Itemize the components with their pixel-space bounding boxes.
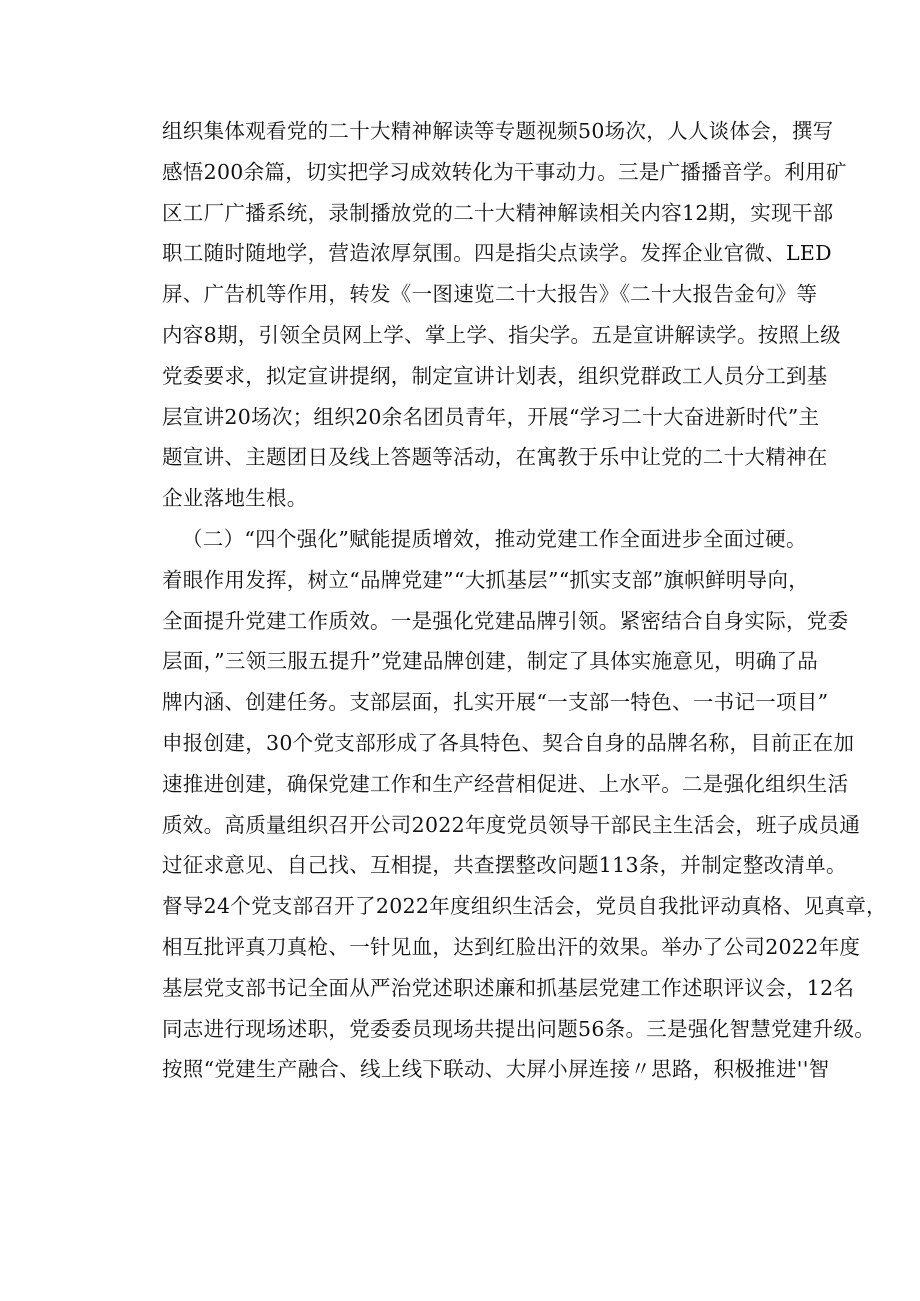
paragraph-1	[162, 111, 847, 519]
text-line: 牌内涵、创建任务。支部层面，扎实开展“一支部一特色、一书记一项目”	[162, 690, 829, 715]
text-line: 全面提升党建工作质效。一是强化党建品牌引领。紧密结合自身实际，党委	[162, 608, 849, 633]
text-line: 着眼作用发挥，树立“品牌党建”“大抓基层”“抓实支部”旗帜鲜明导向，	[162, 567, 810, 592]
text-line: 申报创建，30个党支部形成了各具特色、契合自身的品牌名称，目前正在加	[162, 730, 855, 755]
text-line: 区工厂广播系统，录制播放党的二十大精神解读相关内容12期，实现干部	[162, 200, 834, 225]
text-line: 题宣讲、主题团日及线上答题等活动，在寓教于乐中让党的二十大精神在	[162, 445, 828, 470]
text-line: 同志进行现场述职，党委委员现场共提出问题56条。三是强化智慧党建升级。	[162, 1016, 876, 1041]
document-body	[162, 111, 887, 1090]
text-line: 基层党支部书记全面从严治党述职述廉和抓基层党建工作述职评议会，12名	[162, 975, 855, 1000]
text-line: 按照“党建生产融合、线上线下联动、大屏小屏连接〃思路，积极推进''智	[162, 1057, 830, 1082]
text-line: 内容8期，引领全员网上学、掌上学、指尖学。五是宣讲解读学。按照上级	[162, 322, 841, 347]
text-line: 督导24个党支部召开了2022年度组织生活会，党员自我批评动真格、见真章，	[162, 894, 887, 919]
text-line: 过征求意见、自己找、互相提，共查摆整改问题113条，并制定整改清单。	[162, 853, 847, 878]
paragraph-2	[162, 519, 887, 1090]
section-heading-line: （二）“四个强化”赋能提质增效，推动党建工作全面进步全面过硬。	[182, 526, 807, 551]
text-line: 质效。高质量组织召开公司2022年度党员领导干部民主生活会，班子成员通	[162, 812, 861, 837]
text-line: 速推进创建，确保党建工作和生产经营相促进、上水平。二是强化组织生活	[162, 771, 849, 796]
text-line: 感悟200余篇，切实把学习成效转化为干事动力。三是广播播音学。利用矿	[162, 159, 847, 184]
text-line: 组织集体观看党的二十大精神解读等专题视频50场次，人人谈体会，撰写	[162, 119, 834, 143]
text-line: 相互批评真刀真枪、一针见血，达到红脸出汗的效果。举办了公司2022年度	[162, 934, 861, 959]
text-line: 层面，”三领三服五提升”党建品牌创建，制定了具体实施意见，明确了品	[162, 649, 819, 674]
text-line: 屏、广告机等作用，转发《一图速览二十大报告》《二十大报告金句》等	[162, 282, 818, 307]
text-line: 企业落地生根。	[162, 486, 308, 511]
text-line: 党委要求，拟定宣讲提纲，制定宣讲计划表，组织党群政工人员分工到基	[162, 363, 828, 388]
text-line: 层宣讲20场次；组织20余名团员青年，开展“学习二十大奋进新时代”主	[162, 404, 820, 429]
text-line: 职工随时随地学，营造浓厚氛围。四是指尖点读学。发挥企业官微、LED	[162, 241, 832, 266]
